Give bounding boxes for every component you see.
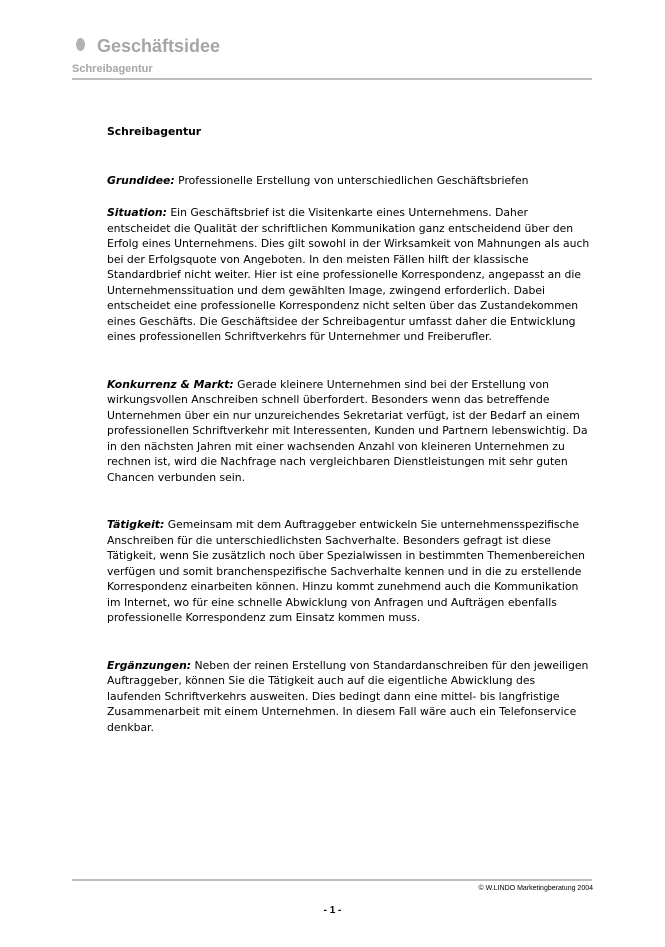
footer-copyright: © W.LINDO Marketingberatung 2004: [478, 885, 593, 892]
section-label: Grundidee:: [107, 173, 175, 187]
section-situation: [107, 205, 592, 345]
page-number: - 1 -: [323, 905, 342, 916]
section-konkurrenz-markt: [107, 377, 592, 486]
header-subtitle: Schreibagentur: [72, 63, 153, 75]
section-text: Ein Geschäftsbrief ist die Visitenkarte eines Unternehmens. Daher entscheidet die Qualität der schriftlichen Kommunikation ganz entscheidend über den Erfolg eines Unternehmens. Dies gilt sowohl in der Wirksamkeit von Mahnungen als auch bei der Erfolgsquote von Angeboten. In den meisten Fällen hilft der klassische Standardbrief nicht weiter. Hier ist eine professionelle Korrespondenz, angepasst an die Unternehmenssituation und dem gewählten Image, zwingend erforderlich. Dabei entscheidet eine professionelle Korrespondenz nicht selten über das Zustandekommen eines Geschäfts. Die Geschäftsidee der Schreibagentur umfasst daher die Entwicklung eines professionellen Schriftverkehrs für Unternehmer und Freiberufler.: [107, 206, 590, 343]
header-title: Geschäftsidee: [97, 36, 221, 56]
bullet-dot-icon: [76, 38, 85, 51]
document-title: Schreibagentur: [107, 125, 202, 138]
section-label: Tätigkeit:: [107, 518, 165, 531]
section-taetigkeit: [107, 517, 592, 626]
section-label: Situation:: [107, 206, 167, 219]
section-text: Gemeinsam mit dem Auftraggeber entwickeln Sie unternehmensspezifische Anschreiben für die unterschiedlichsten Sachverhalte. Besonders gefragt ist diese Tätigkeit, wenn Sie zusätzlich noch über Spezialwissen in bestimmten Themenbereichen verfügen und somit branchenspezifische Sachverhalte kennen und in die zu erstellende Korrespondenz einarbeiten können. Hinzu kommt zunehmend auch die Kommunikation im Internet, wo für eine schnelle Abwicklung von Anfragen und Aufträgen ebenfalls professionelle Korrespondenz zum Einsatz kommen muss.: [107, 518, 586, 624]
header-divider: [72, 78, 592, 80]
section-label: Konkurrenz & Markt:: [107, 377, 234, 391]
section-text: Gerade kleinere Unternehmen sind bei der Erstellung von wirkungsvollen Anschreiben schnell überfordert. Besonders wenn das betreffende Unternehmen über ein nur unzureichendes Sekretariat verfügt, ist der Bedarf an einem professionellen Schriftverkehr mit Interessenten, Kunden und Partnern lebenswichtig. Da in den nächsten Jahren mit einer wachsenden Anzahl von kleineren Unternehmen zu rechnen ist, wird die Nachfrage nach vergleichbaren Dienstleistungen mit sehr guten Chancen verbunden sein.: [107, 377, 588, 484]
footer-divider: [72, 879, 592, 881]
document-body: [107, 124, 592, 767]
section-ergaenzungen: [107, 658, 592, 736]
section-label: Ergänzungen:: [107, 658, 192, 672]
section-grundidee: [107, 173, 592, 189]
section-text: Professionelle Erstellung von unterschiedlichen Geschäftsbriefen: [174, 173, 529, 187]
section-text: Neben der reinen Erstellung von Standardanschreiben für den jeweiligen Auftraggeber, können Sie die Tätigkeit auch auf die eigentliche Abwicklung des laufenden Schriftverkehrs ausweiten. Dies bedingt dann eine mittel- bis langfristige Zusammenarbeit mit einem Unternehmen. In diesem Fall wäre auch ein Telefonservice denkbar.: [107, 658, 589, 734]
